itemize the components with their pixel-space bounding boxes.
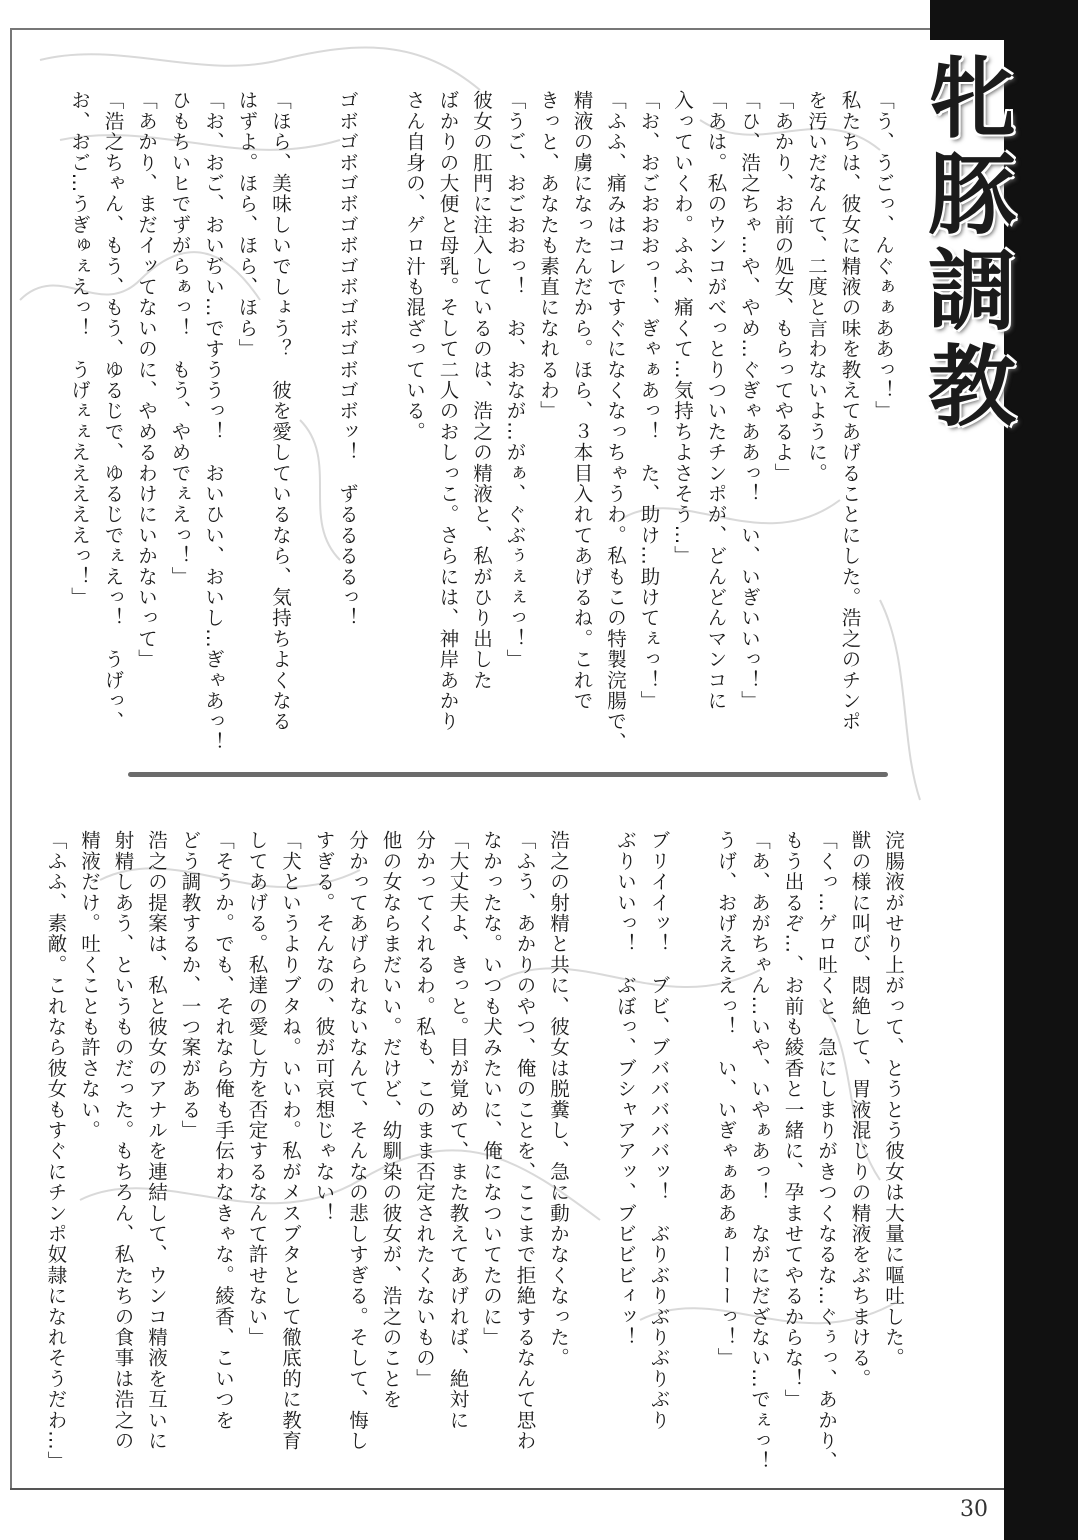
- text-line: お、おご…うぎゅぇえっ！ うげぇぇえええええっ！」: [68, 90, 91, 608]
- text-line: もう出るぞ…、お前も綾香と一緒に、孕ませてやるからな！」: [781, 830, 805, 1410]
- text-line: どう調教するか、一つ案がある」: [178, 830, 202, 1141]
- text-line: 入っていくわ。ふふ、痛くて…気持ちよさそう…」: [671, 90, 694, 567]
- text-line: ブリイイッ！ ブビ、ブバババババッ！ ぶりぶりぶりぶりぶり: [647, 830, 671, 1431]
- text-line: なかったな。いつも犬みたいに、俺になついてたのに」: [480, 830, 503, 1348]
- frame-top-line: [10, 28, 930, 30]
- text-line: はずよ。ほら、ほら、ほら」: [235, 90, 259, 360]
- text-line: 「犬というよりブタね。いいわ。私がメスブタとして徹底的に教育: [279, 830, 302, 1451]
- text-line: 「ふう、あかりのやつ、俺のことを、ここまで拒絶するなんて思わ: [513, 830, 537, 1451]
- lower-text-block: [39, 830, 910, 1470]
- page-title: 牝豚調教: [914, 52, 1018, 436]
- frame-left-line: [10, 28, 12, 1488]
- text-line: 浣腸液がせり上がって、とうとう彼女は大量に嘔吐した。: [882, 830, 905, 1369]
- section-divider: [128, 772, 888, 777]
- text-line: [575, 830, 609, 1470]
- text-line: さん自身の、ゲロ汁も混ざっている。: [403, 90, 426, 442]
- text-line: 「ほら、美味しいでしょう？ 彼を愛しているなら、気持ちよくなる: [269, 90, 292, 732]
- text-line: 「くっ…ゲロ吐くと、急にしまりがきつくなるな…ぐぅっ、あかり、: [815, 830, 838, 1472]
- text-line: してあげる。私達の愛し方を否定するなんて許せない」: [245, 830, 269, 1348]
- text-line: 「あかり、お前の処女、もらってやるよ」: [771, 90, 795, 484]
- text-line: 「う、うごっ、んぐぁぁああっ！」: [872, 90, 895, 422]
- text-line: 浩之の射精と共に、彼女は脱糞し、急に動かなくなった。: [547, 830, 570, 1369]
- text-line: きっと、あなたも素直になれるわ」: [537, 90, 560, 422]
- text-line: ばかりの大便と母乳。そして二人のおしっこ。さらには、神岸あかり: [436, 90, 460, 732]
- text-line: 「お、おご、おいぢい…ですううっ！ おいひい、おいし…ぎゃあっ！: [202, 90, 225, 753]
- page-number: 30: [960, 1497, 988, 1522]
- text-line: 彼女の肛門に注入しているのは、浩之の精液と、私がひり出した: [470, 90, 493, 691]
- text-line: 「うご、おごおおっ！ お、おなが…がぁ、ぐぶぅぇぇっ！」: [503, 90, 527, 670]
- text-line: 「ひ、浩之ちゃ…や、やめ…ぐぎゃああっ！ い、いぎいいっ！」: [738, 90, 761, 711]
- text-line: 射精しあう、というものだった。もちろん、私たちの食事は浩之の: [111, 830, 135, 1451]
- text-line: 「あかり、まだイッてないのに、やめるわけにいかないって」: [135, 90, 158, 670]
- text-line: 「そうか。でも、それなら俺も手伝わなきゃな。綾香、こいつを: [212, 830, 235, 1431]
- text-line: [364, 90, 398, 770]
- frame-bottom-line: [10, 1488, 1004, 1490]
- text-line: 私たちは、彼女に精液の味を教えてあげることにした。浩之のチンポ: [838, 90, 862, 732]
- text-line: 「あ、あがちゃん…いや、いやぁあっ！ ながにだざない…でぇっ！: [748, 830, 771, 1472]
- text-line: 獣の様に叫び、悶絶して、胃液混じりの精液をぶちまける。: [848, 830, 872, 1389]
- text-line: を汚いだなんて、二度と言わないように。: [805, 90, 828, 484]
- text-line: すぎる。そんなの、彼が可哀想じゃない！: [312, 830, 336, 1224]
- upper-text-block: [63, 90, 901, 770]
- text-line: 「お、おごおおおっ！、ぎゃぁあっ！ た、助け…助けてぇっ！」: [637, 90, 661, 711]
- text-line: 「ふふ、素敵。これなら彼女もすぐにチンポ奴隷になれそうだわ…」: [44, 830, 68, 1472]
- text-line: 「あは。私のウンコがべっとりついたチンポが、どんどんマンコに: [704, 90, 728, 711]
- text-line: 分かってあげられないなんて、そんなの悲しすぎる。そして、悔し: [346, 830, 369, 1451]
- text-line: [297, 90, 331, 770]
- text-line: 「大丈夫よ、きっと。目が覚めて、また教えてあげれば、絶対に: [446, 830, 470, 1431]
- text-line: 「浩之ちゃん、もう、もう、ゆるじで、ゆるじでぇえっ！ うげっ、: [101, 90, 125, 732]
- top-frame-band: [930, 0, 1078, 40]
- text-line: [676, 830, 710, 1470]
- text-line: 精液の虜になったんだから。ほら、３本目入れてあげるね。これで: [570, 90, 594, 711]
- text-line: 浩之の提案は、私と彼女のアナルを連結して、ウンコ精液を互いに: [145, 830, 168, 1451]
- text-line: 「ふふ、痛みはコレですぐになくなっちゃうわ。私もこの特製浣腸で、: [604, 90, 627, 753]
- text-line: ぶりいいっ！ ぶぼっ、ブシャアアッ、ブビビビィッ！: [614, 830, 637, 1348]
- text-line: 精液だけ。吐くことも許さない。: [78, 830, 101, 1141]
- text-line: 他の女ならまだいい。だけど、幼馴染の彼女が、浩之のことを: [379, 830, 403, 1410]
- text-line: うげ、おげえええっ！ い、いぎゃぁああぁーーーっ！」: [714, 830, 738, 1369]
- text-line: ゴボゴボゴボゴボゴボゴボゴボゴボッ！ ずるるるるっ！: [336, 90, 359, 629]
- text-line: ひもちいヒでずがらぁっ！ もう、やめでぇえっ！」: [168, 90, 192, 587]
- text-line: 分かってくれるわ。私も、このまま否定されたくないもの」: [413, 830, 436, 1389]
